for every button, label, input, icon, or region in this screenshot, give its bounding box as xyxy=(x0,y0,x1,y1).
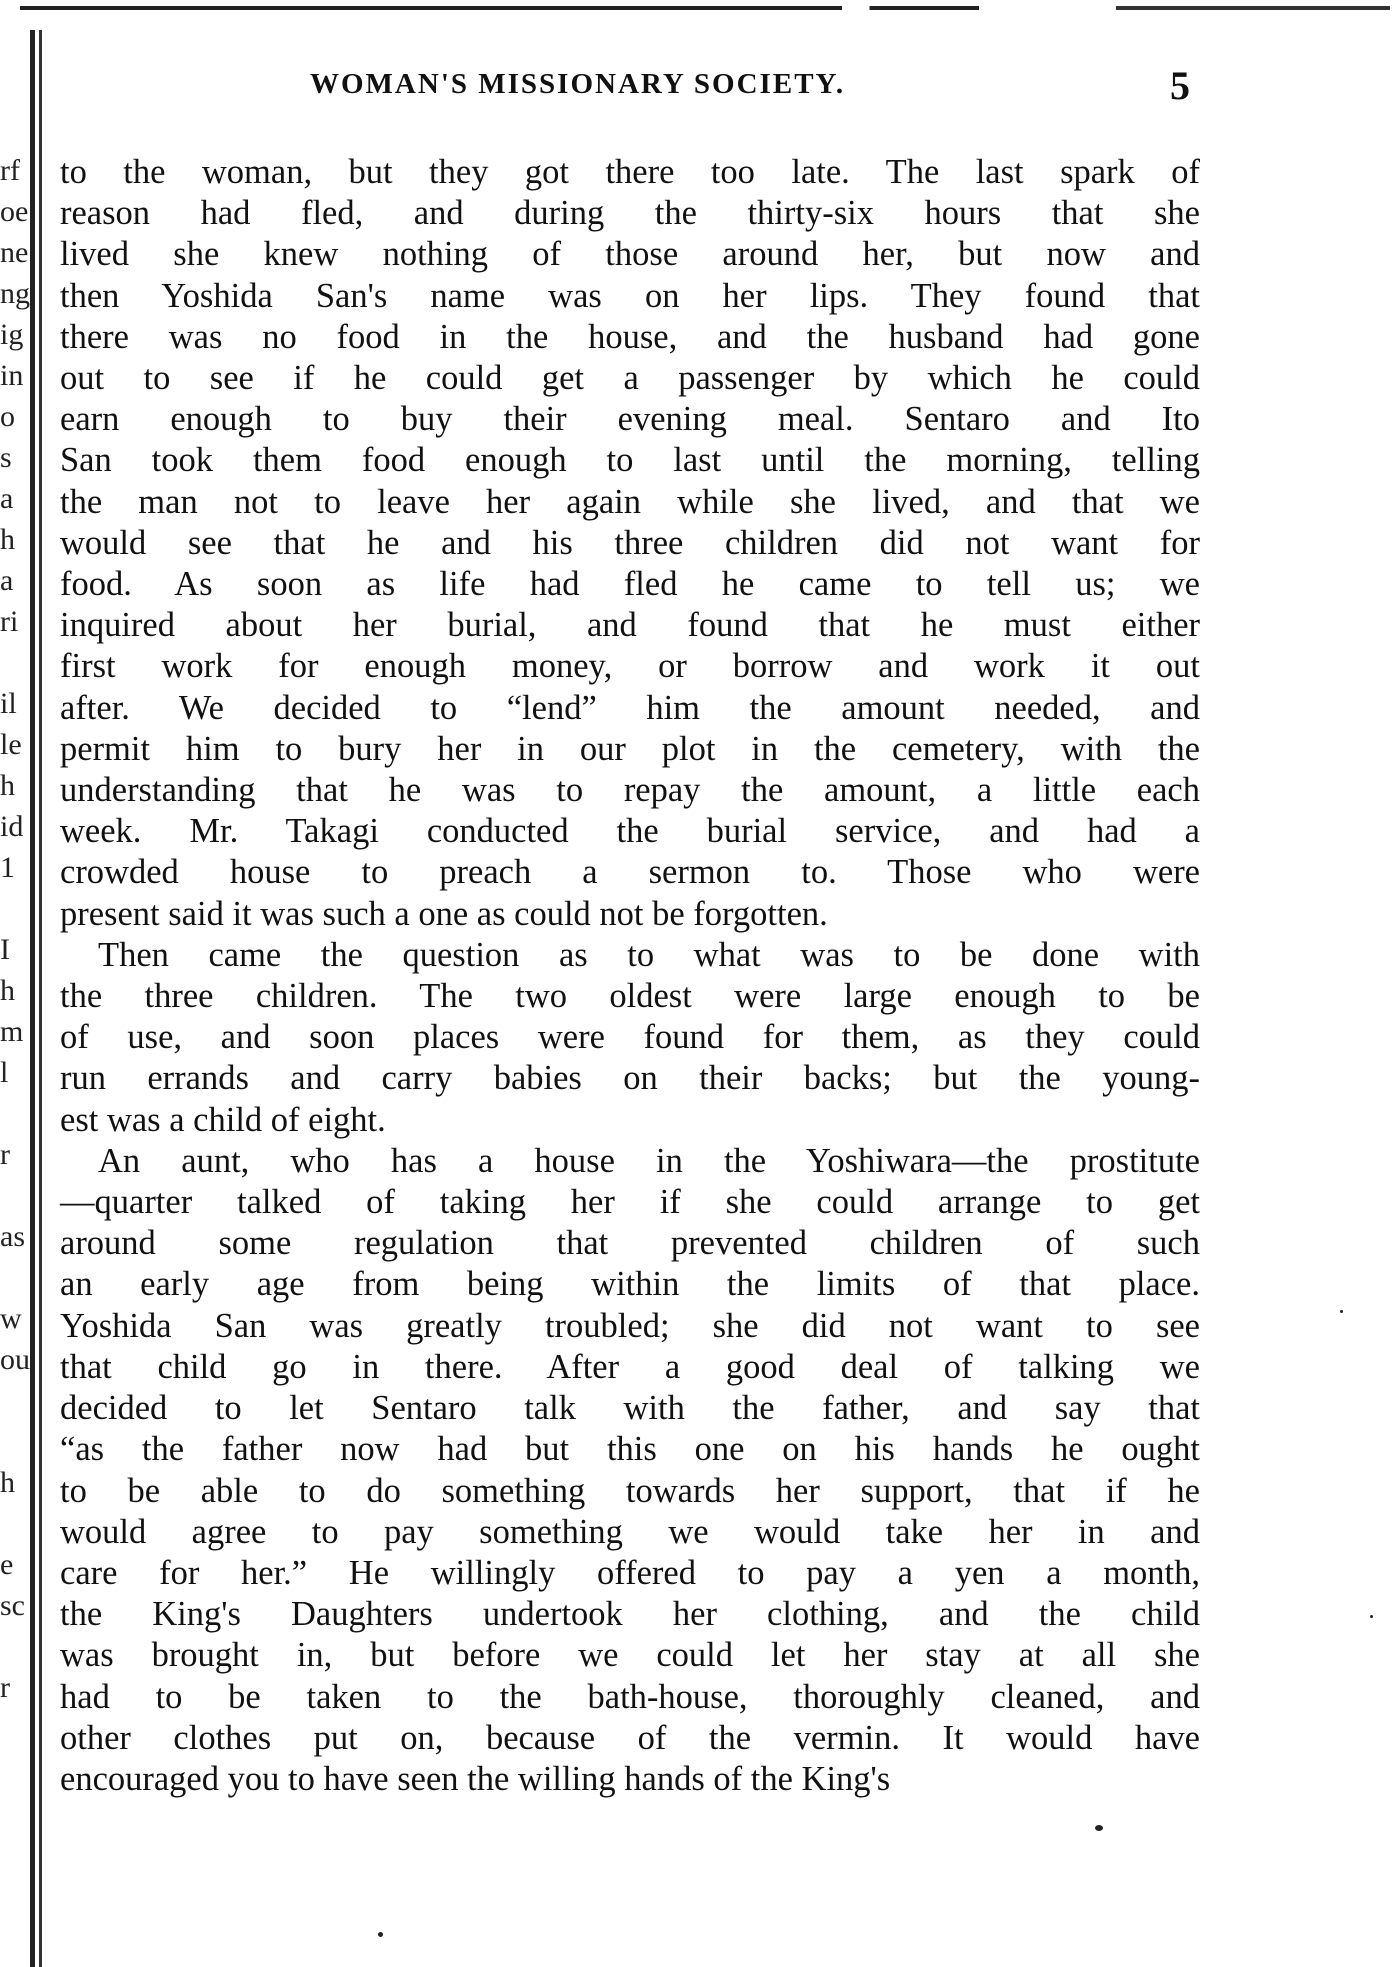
ink-speck xyxy=(1370,1615,1373,1618)
text-line: permit him to bury her in our plot in the cemetery, with the xyxy=(60,729,1200,768)
paragraph xyxy=(60,152,1200,935)
text-line: there was no food in the house, and the husband had gone xyxy=(60,317,1200,356)
text-line: Then came the question as to what was to be done with xyxy=(98,935,1200,974)
top-edge-rule xyxy=(20,6,1390,10)
text-line: An aunt, who has a house in the Yoshiwara—the prostitute xyxy=(98,1141,1200,1180)
text-line: inquired about her burial, and found that he must either xyxy=(60,606,1200,645)
adjacent-page-bleed xyxy=(0,150,34,1708)
text-line: was brought in, but before we could let her stay at all she xyxy=(60,1636,1200,1675)
text-line: present said it was such a one as could not be forgotten. xyxy=(60,894,828,933)
text-line: to be able to do something towards her support, that if he xyxy=(60,1471,1200,1510)
text-line: the three children. The two oldest were large enough to be xyxy=(60,977,1200,1016)
text-line: then Yoshida San's name was on her lips. They found that xyxy=(60,276,1200,315)
paragraph xyxy=(60,1141,1200,1800)
text-line: had to be taken to the bath-house, thoroughly cleaned, and xyxy=(60,1677,1200,1716)
text-line: reason had fled, and during the thirty-six hours that she xyxy=(60,194,1200,233)
text-line: to the woman, but they got there too late. The last spark of xyxy=(60,153,1200,191)
text-line: other clothes put on, because of the vermin. It would have xyxy=(60,1718,1200,1757)
page-header xyxy=(310,63,1210,108)
text-line: of use, and soon places were found for them, as they could xyxy=(60,1018,1200,1057)
text-line: San took them food enough to last until the morning, telling xyxy=(60,441,1200,480)
body-text xyxy=(60,152,1200,1800)
text-line: around some regulation that prevented children of such xyxy=(60,1224,1200,1263)
paragraph xyxy=(60,935,1200,1141)
text-line: —quarter talked of taking her if she could arrange to get xyxy=(60,1183,1200,1222)
text-line: week. Mr. Takagi conducted the burial service, and had a xyxy=(60,812,1200,851)
text-line: after. We decided to “lend” him the amount needed, and xyxy=(60,688,1200,727)
text-line: that child go in there. After a good deal of talking we xyxy=(60,1347,1200,1386)
text-line: understanding that he was to repay the amount, a little each xyxy=(60,771,1200,810)
bleed-text: rf oe ne ng ig in o s a h a ri il le h id 1 I h m l r as w ou h e sc r xyxy=(0,154,30,1704)
text-line: Yoshida San was greatly troubled; she did not want to see xyxy=(60,1306,1200,1345)
text-line: lived she knew nothing of those around her, but now and xyxy=(60,235,1200,274)
ink-speck xyxy=(1340,1310,1343,1313)
text-line: “as the father now had but this one on his hands he ought xyxy=(60,1430,1200,1469)
text-line: would agree to pay something we would take her in and xyxy=(60,1512,1200,1551)
text-line: the King's Daughters undertook her clothing, and the child xyxy=(60,1595,1200,1634)
text-line: encouraged you to have seen the willing hands of the King's xyxy=(60,1759,891,1798)
text-line: care for her.” He willingly offered to pay a yen a month, xyxy=(60,1553,1200,1592)
ink-speck xyxy=(378,1932,383,1937)
text-line: would see that he and his three children did not want for xyxy=(60,523,1200,562)
text-line: an early age from being within the limits of that place. xyxy=(60,1265,1200,1304)
text-line: run errands and carry babies on their backs; but the young- xyxy=(60,1059,1200,1098)
page-number: 5 xyxy=(1170,63,1190,108)
text-line: first work for enough money, or borrow and work it out xyxy=(60,647,1200,686)
text-line: crowded house to preach a sermon to. Those who were xyxy=(60,853,1200,892)
text-line: out to see if he could get a passenger by which he could xyxy=(60,359,1200,398)
text-line: est was a child of eight. xyxy=(60,1100,386,1139)
text-line: food. As soon as life had fled he came to tell us; we xyxy=(60,565,1200,604)
text-line: decided to let Sentaro talk with the father, and say that xyxy=(60,1389,1200,1428)
text-line: earn enough to buy their evening meal. Sentaro and Ito xyxy=(60,400,1200,439)
running-head: WOMAN'S MISSIONARY SOCIETY. xyxy=(310,68,846,100)
ink-speck xyxy=(1095,1825,1103,1831)
text-line: the man not to leave her again while she lived, and that we xyxy=(60,482,1200,521)
